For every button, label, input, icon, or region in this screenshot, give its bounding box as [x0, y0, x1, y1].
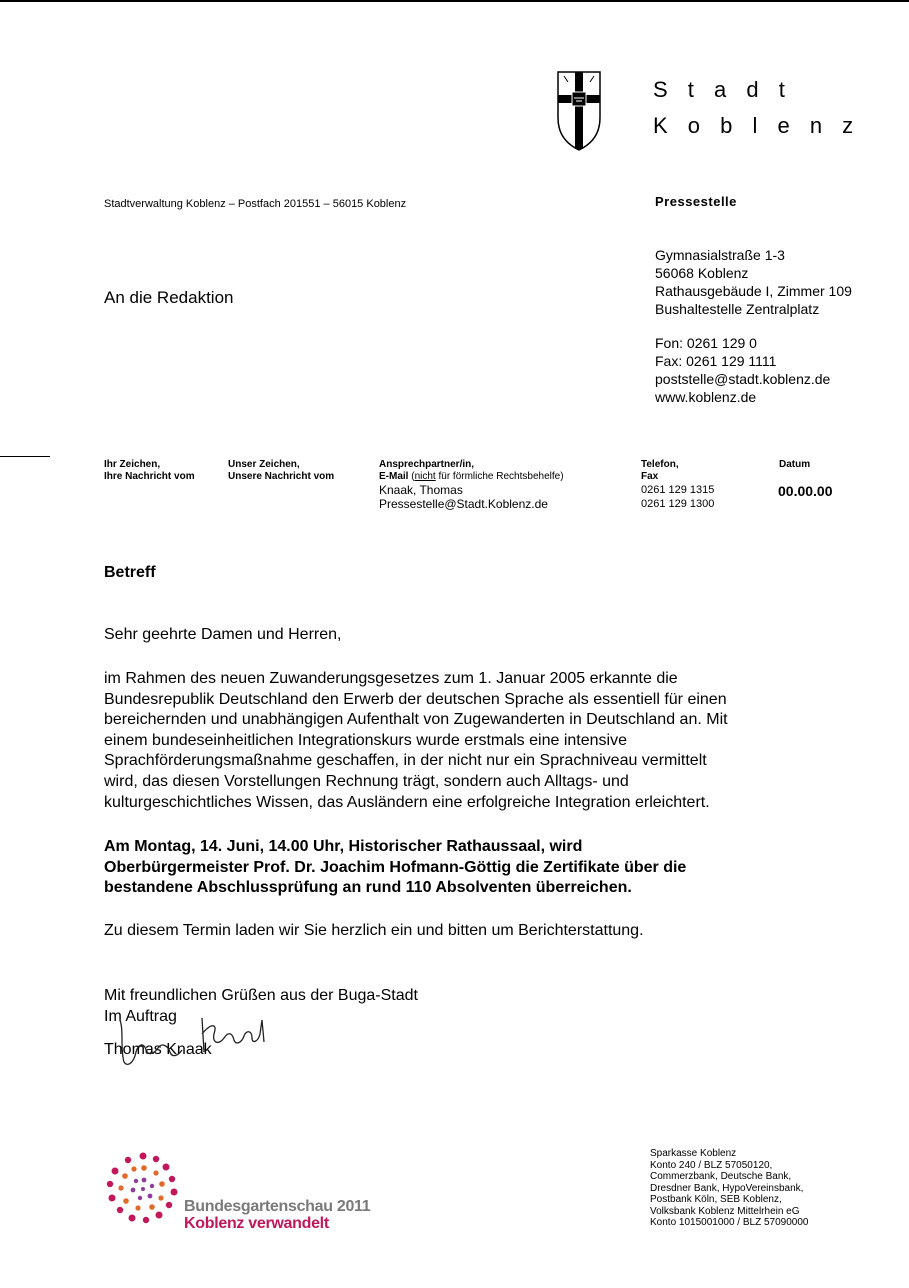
text-line: Oberbürgermeister Prof. Dr. Joachim Hofmann-Göttig die Zertifikate über die	[104, 858, 687, 876]
body-paragraph-1	[104, 669, 804, 813]
contact-name: Knaak, Thomas	[379, 483, 463, 497]
ref-ihr-zeichen	[104, 459, 195, 483]
ref-label: Unsere Nachricht vom	[228, 471, 335, 482]
bank-line: Konto 1015001000 / BLZ 57090000	[650, 1217, 809, 1228]
bank-line: Postbank Köln, SEB Koblenz,	[650, 1194, 782, 1205]
ref-label: Datum	[779, 459, 811, 470]
bundesgartenschau-logo-icon	[104, 1148, 182, 1228]
logo-text-bundesgartenschau: Bundesgartenschau 2011	[184, 1198, 371, 1215]
ref-label: Ihr Zeichen,	[104, 459, 161, 470]
closing-name: Thomas Knaak	[104, 1041, 212, 1058]
body-paragraph-2	[104, 837, 804, 899]
text-line: Am Montag, 14. Juni, 14.00 Uhr, Historischer Rathaussaal, wird	[104, 838, 583, 855]
office-address	[655, 246, 852, 318]
ref-label: Ihre Nachricht vom	[104, 471, 195, 482]
city-word-koblenz: K o b l e n z	[653, 113, 861, 138]
ref-contact	[379, 459, 564, 511]
ref-label: E-Mail	[379, 471, 409, 482]
signature-icon	[110, 1012, 280, 1072]
fax-line: Fax: 0261 129 1111	[655, 353, 777, 369]
ref-email-label-line	[379, 471, 564, 483]
address-line: Gymnasialstraße 1-3	[655, 247, 785, 263]
top-border-line	[0, 0, 909, 2]
coat-of-arms-icon	[556, 68, 602, 152]
email-link[interactable]: poststelle@stadt.koblenz.de	[655, 371, 831, 387]
ref-label: Fax	[641, 471, 659, 482]
ref-note-nicht: nicht	[414, 471, 436, 482]
ref-note: für förmliche Rechtsbehelfe)	[435, 471, 564, 482]
address-line: Rathausgebäude I, Zimmer 109	[655, 283, 852, 299]
ref-unser-zeichen	[228, 459, 334, 483]
fold-mark	[0, 456, 50, 457]
salutation: Sehr geehrte Damen und Herren,	[104, 626, 342, 643]
fax-value: 0261 129 1300	[641, 498, 715, 510]
bank-line: Commerzbank, Deutsche Bank,	[650, 1171, 792, 1182]
text-line: im Rahmen des neuen Zuwanderungsgesetzes zum 1. Januar 2005 erkannte die	[104, 670, 678, 687]
office-contact	[655, 334, 830, 406]
bank-line: Konto 240 / BLZ 57050120,	[650, 1159, 773, 1171]
city-name	[653, 72, 860, 144]
text-line: einem bundeseinheitlichen Integrationskurs wurde erstmals eine intensive	[104, 731, 627, 749]
ref-datum	[779, 459, 810, 471]
city-word-stadt: S t a d t	[653, 77, 792, 102]
logo-text-koblenz-verwandelt: Koblenz verwandelt	[184, 1215, 329, 1232]
bank-line: Dresdner Bank, HypoVereinsbank,	[650, 1182, 804, 1194]
text-line: Bundesrepublik Deutschland den Erwerb der deutschen Sprache als essentiell für einen	[104, 690, 727, 708]
ref-telefon	[641, 459, 714, 511]
website-link[interactable]: www.koblenz.de	[655, 389, 757, 405]
ref-label: Ansprechpartner/in,	[379, 459, 475, 470]
subject-heading: Betreff	[104, 564, 156, 581]
contact-email-link[interactable]: Pressestelle@Stadt.Koblenz.de	[379, 497, 548, 511]
text-line: Sprachförderungsmaßnahme geschaffen, in der nicht nur ein Sprachniveau vermittelt	[104, 752, 707, 770]
text-line: kulturgeschichtliches Wissen, das Ausländern eine erfolgreiche Integration erleichtert.	[104, 793, 710, 811]
address-line: 56068 Koblenz	[655, 265, 749, 281]
ref-label: Telefon,	[641, 459, 679, 470]
ref-note: (	[411, 471, 415, 482]
text-line: wird, das diesen Vorstellungen Rechnung trägt, sondern auch Alltags- und	[104, 772, 629, 790]
closing-im-auftrag: Im Auftrag	[104, 1008, 177, 1025]
recipient: An die Redaktion	[104, 288, 234, 307]
phone-value: 0261 129 1315	[641, 484, 715, 496]
ref-label: Unser Zeichen,	[228, 459, 300, 470]
bank-line: Volksbank Koblenz Mittelrhein eG	[650, 1205, 800, 1217]
address-line: Bushaltestelle Zentralplatz	[655, 301, 820, 317]
text-line: bereichernden und unabhängigen Aufenthalt von Zugewanderten in Deutschland an. Mit	[104, 711, 728, 729]
phone-line: Fon: 0261 129 0	[655, 335, 757, 351]
text-line: bestandene Abschlussprüfung an rund 110 Absolventen überreichen.	[104, 879, 632, 897]
bank-details	[650, 1148, 808, 1229]
closing-greeting: Mit freundlichen Grüßen aus der Buga-Stadt	[104, 987, 418, 1004]
bank-line: Sparkasse Koblenz	[650, 1148, 737, 1159]
body-paragraph-3: Zu diesem Termin laden wir Sie herzlich ein und bitten um Berichterstattung.	[104, 922, 644, 939]
office-title: Pressestelle	[655, 194, 737, 209]
date-value: 00.00.00	[778, 483, 833, 499]
sender-line: Stadtverwaltung Koblenz – Postfach 201551 – 56015 Koblenz	[104, 198, 407, 210]
